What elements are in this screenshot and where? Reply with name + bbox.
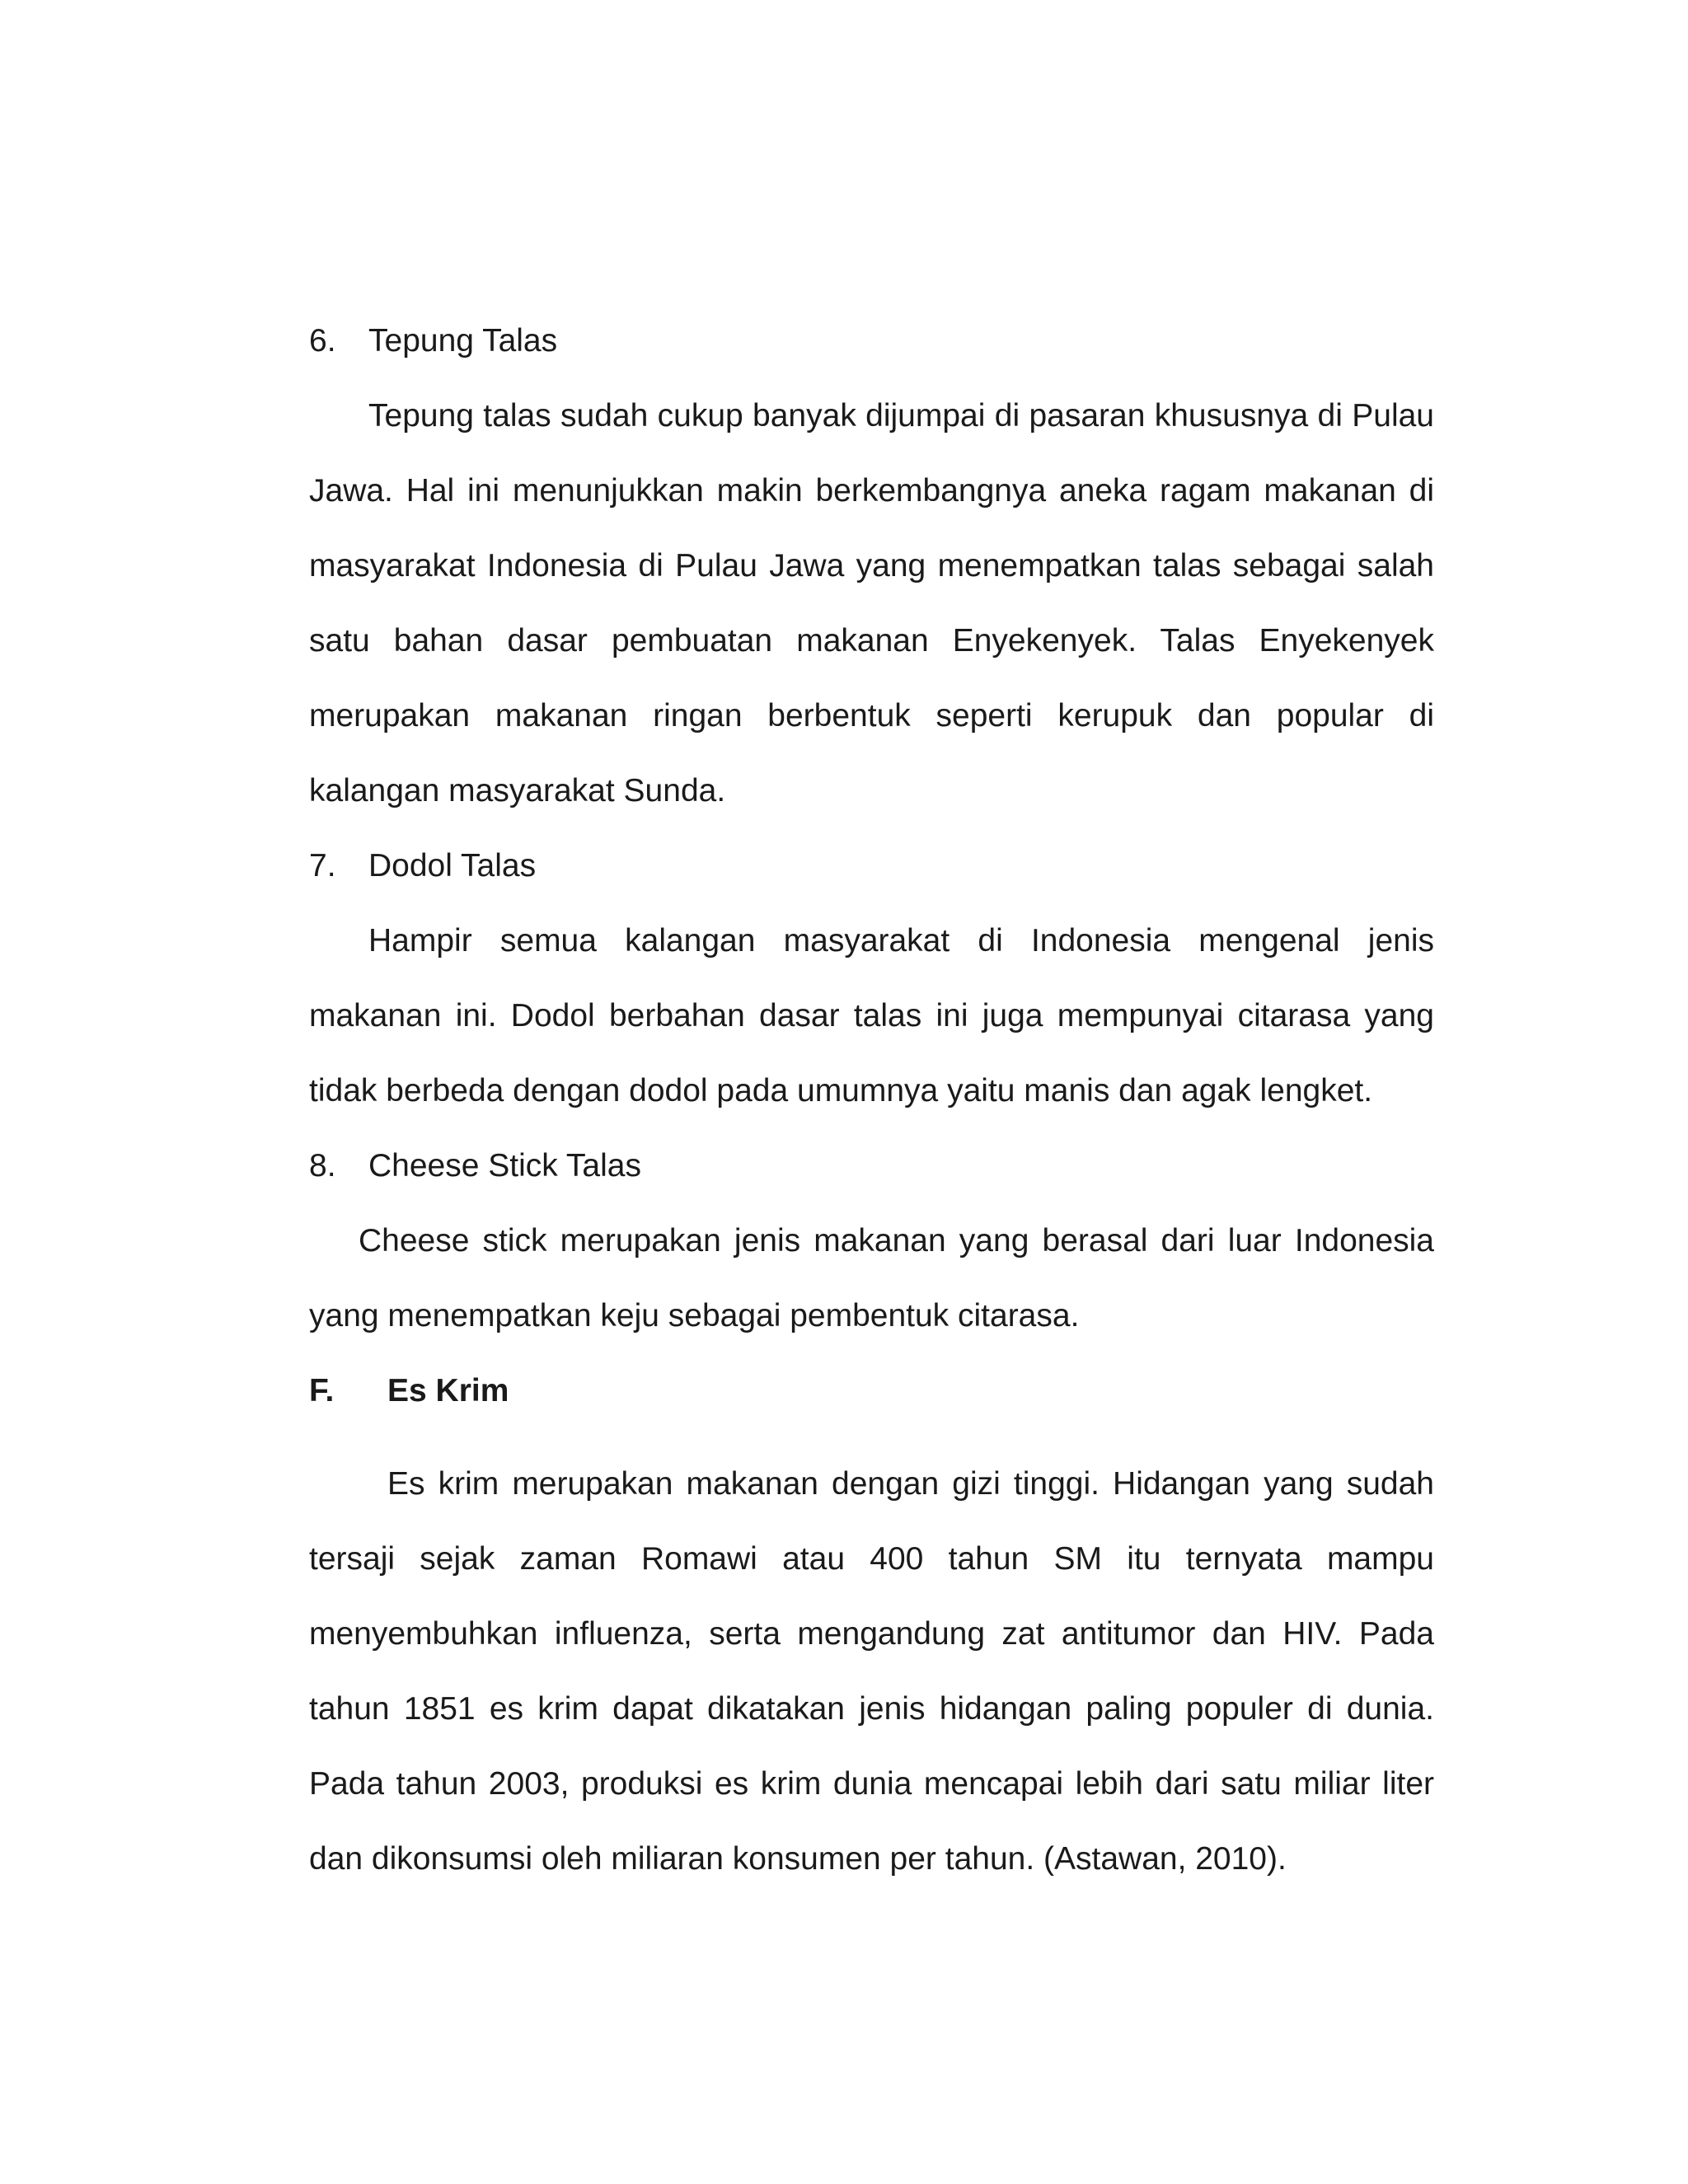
paragraph-es-krim: Es krim merupakan makanan dengan gizi tinggi. Hidangan yang sudah tersaji sejak zaman Romawi atau 400 tahun SM itu ternyata mampu menyembuhkan influenza, serta mengandung zat antitumor dan HIV. Pada tahun 1851 es krim dapat dikatakan jenis hidangan paling populer di dunia. Pada tahun 2003, produksi es krim dunia mencapai lebih dari satu miliar liter dan dikonsumsi oleh miliaran konsumen per tahun. (Astawan, 2010). (309, 1466, 1434, 1877)
item-title: Cheese Stick Talas (368, 1148, 641, 1183)
paragraph-dodol-talas: Hampir semua kalangan masyarakat di Indonesia mengenal jenis makanan ini. Dodol berbahan dasar talas ini juga mempunyai citarasa yang tidak berbeda dengan dodol pada umumnya yaitu manis dan agak lengket. (309, 923, 1434, 1108)
item-number: 8. (309, 1148, 336, 1183)
section-heading-es-krim (309, 1353, 1434, 1428)
item-title: Tepung Talas (368, 323, 558, 359)
paragraph-cheese-stick-talas: Cheese stick merupakan jenis makanan yang berasal dari luar Indonesia yang menempatkan keju sebagai pembentuk citarasa. (309, 1223, 1434, 1333)
section-letter: F. (309, 1373, 335, 1408)
item-number: 7. (309, 848, 336, 883)
paragraph-tepung-talas: Tepung talas sudah cukup banyak dijumpai di pasaran khususnya di Pulau Jawa. Hal ini menunjukkan makin berkembangnya aneka ragam makanan di masyarakat Indonesia di Pulau Jawa yang menempatkan talas sebagai salah satu bahan dasar pembuatan makanan Enyekenyek. Talas Enyekenyek merupakan makanan ringan berbentuk seperti kerupuk dan popular di kalangan masyarakat Sunda. (309, 398, 1434, 808)
section-title: Es Krim (387, 1373, 509, 1408)
document-page (309, 303, 1434, 1896)
item-heading-cheese-stick-talas (309, 1128, 1434, 1203)
item-number: 6. (309, 323, 336, 359)
item-heading-tepung-talas (309, 303, 1434, 378)
item-heading-dodol-talas (309, 828, 1434, 903)
item-title: Dodol Talas (368, 848, 537, 883)
